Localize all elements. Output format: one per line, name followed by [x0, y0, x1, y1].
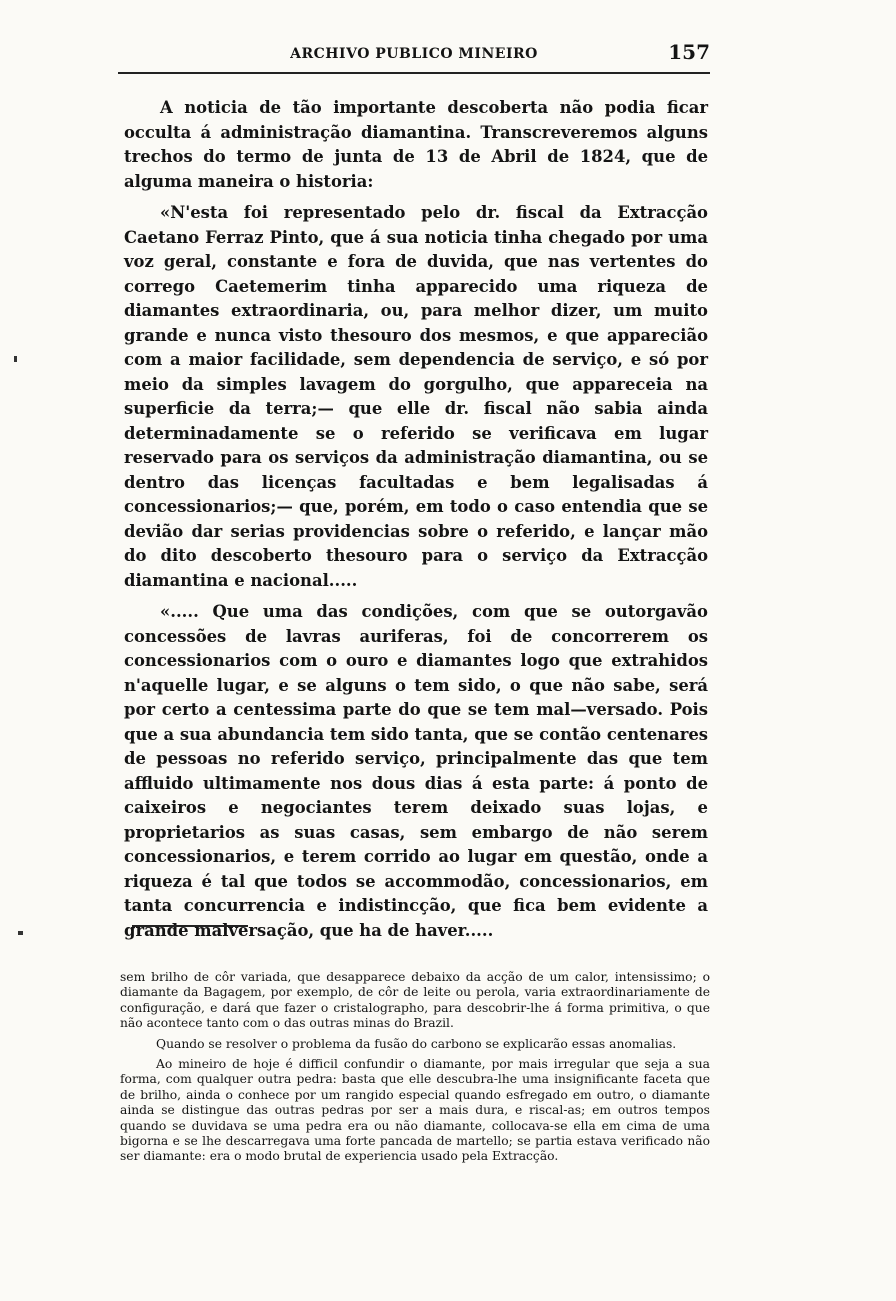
- running-head: [118, 38, 710, 72]
- footnote-paragraph: Ao mineiro de hoje é difficil confundir o diamante, por mais irregular que seja a sua forma, com qualquer outra pedra: basta que elle descubra-lhe uma insignificante faceta que de brilho, ainda o conhece por um rangido especial quando esfregado em outro, o diamante ainda se distingue das outras pedras por ser a mais dura, e riscal-as; em outros tempos quando se duvidava se uma pedra era ou não diamante, collocava-se ella em cima de uma bigorna e se lhe descarregava uma forte pancada de martello; se partia estava verificado não ser diamante: era o modo brutal de experiencia usado pela Extracção.: [120, 1057, 710, 1164]
- footnote-paragraph: Quando se resolver o problema da fusão do carbono se explicarão essas anomalias.: [156, 1036, 677, 1051]
- footnote-continuation: sem brilho de côr variada, que desapparece debaixo da acção de um calor, intensissimo; o diamante da Bagagem, por exemplo, de côr de leite ou perola, varia extraordinariamente de configuração, e dará que fazer o cristalographo, para descobrir-lhe á forma primitiva, o que não acontece tanto com o das outras minas do Brazil.: [120, 970, 710, 1031]
- margin-speck: [18, 931, 23, 935]
- page-number: 157: [668, 40, 710, 64]
- main-text: [124, 96, 708, 950]
- margin-speck: [14, 356, 17, 362]
- paragraph-quote-1: «N'esta foi representado pelo dr. fiscal da Extracção Caetano Ferraz Pinto, que á sua noticia tinha chegado por uma voz geral, constante e fora de duvida, que nas vertentes do corrego Caetemerim tinha apparecido uma riqueza de diamantes extraordinaria, ou, para melhor dizer, um muito grande e nunca visto thesouro dos mesmos, e que apparecião com a maior facilidade, sem dependencia de serviço, e só por meio da simples lavagem do gorgulho, que appareceia na superficie da terra;— que elle dr. fiscal não sabia ainda determinadamente se o referido se verificava em lugar reservado para os serviços da administração diamantina, ou se dentro das licenças facultadas e bem legalisadas á concessionarios;— que, porém, em todo o caso entendia que se devião dar serias providencias sobre o referido, e lançar mão do dito descoberto thesouro para o serviço da Extracção diamantina e nacional.....: [124, 203, 708, 590]
- paragraph-quote-2: «..... Que uma das condições, com que se outorgavão concessões de lavras auriferas, foi de concorrerem os concessionarios com o ouro e diamantes logo que extrahidos n'aquelle lugar, e se alguns o tem sido, o que não sabe, será por certo a centessima parte do que se tem mal—versado. Pois que a sua abundancia tem sido tanta, que se contão centenares de pessoas no referido serviço, principalmente das que tem affluido ultimamente nos dous dias á esta parte: á ponto de caixeiros e negociantes terem deixado suas lojas, e proprietarios as suas casas, sem embargo de não serem concessionarios, e terem corrido ao lugar em questão, onde a riqueza é tal que todos se accommodão, concessionarios, em tanta concurrencia e indistincção, que fica bem evidente a grande malversação, que ha de haver.....: [124, 602, 708, 940]
- paragraph-intro: A noticia de tão importante descoberta não podia ficar occulta á administração diamantina. Transcreveremos alguns trechos do termo de junta de 13 de Abril de 1824, que de alguma maneira o historia:: [124, 98, 708, 191]
- footnotes: [120, 970, 710, 1170]
- header-rule: [118, 72, 710, 74]
- footnote-separator: [132, 925, 248, 927]
- running-title: ARCHIVO PUBLICO MINEIRO: [290, 46, 538, 62]
